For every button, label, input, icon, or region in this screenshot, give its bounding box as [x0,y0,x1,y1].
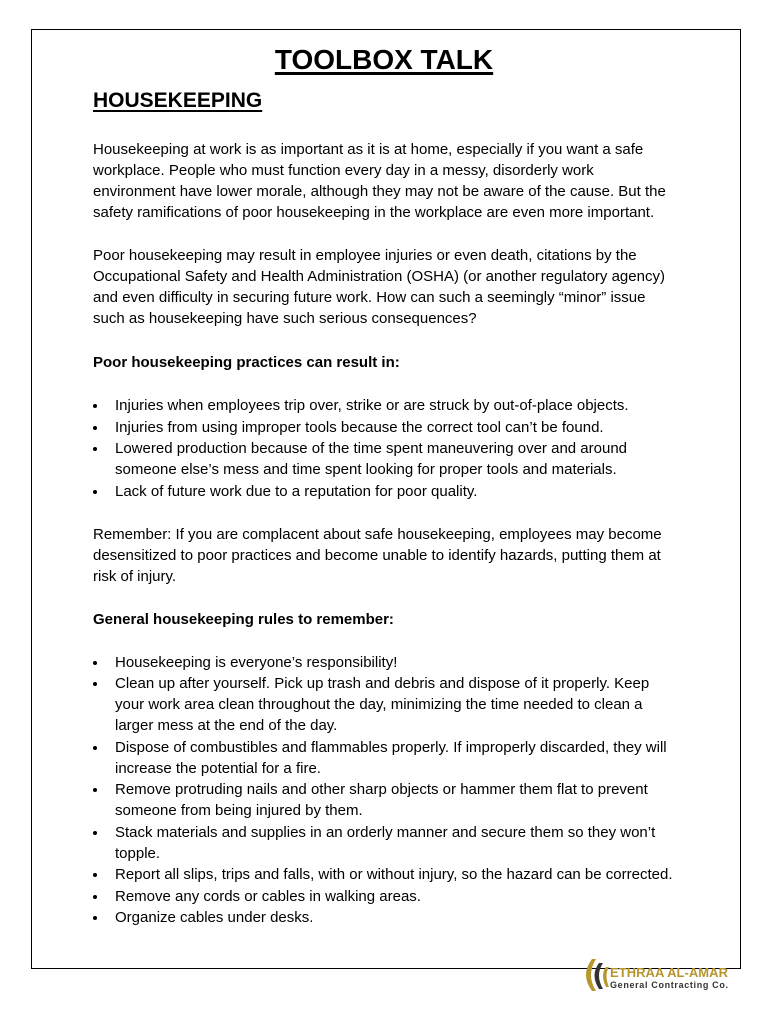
list-item: Lowered production because of the time spent maneuvering over and around someone else’s mess and time spent looking for proper tools and materials. [115,438,673,480]
logo-arc-icon [603,967,609,987]
list-item: Injuries when employees trip over, strike or are struck by out-of-place objects. [115,395,673,416]
list-item: Remove protruding nails and other sharp objects or hammer them flat to prevent someone from being injured by them. [115,779,673,821]
list-item: Dispose of combustibles and flammables properly. If improperly discarded, they will increase the potential for a fire. [115,737,673,779]
practices-list [93,395,673,502]
logo-tagline: General Contracting Co. [610,980,728,990]
logo-name: ETHRAA AL-AMAR [610,965,728,980]
intro-paragraph: Housekeeping at work is as important as it is at home, especially if you want a safe workplace. People who must function every day in a messy, disorderly work environment have lower morale, although they may not be aware of the cause. But the safety ramifications of poor housekeeping in the workplace are even more important. [93,141,666,221]
logo-arc-icon [595,963,604,989]
list-item: Injuries from using improper tools because the correct tool can’t be found. [115,417,673,438]
list-item: Organize cables under desks. [115,907,673,928]
list-item: Housekeeping is everyone’s responsibility! [115,652,673,673]
practices-heading: Poor housekeeping practices can result in: [93,354,400,371]
company-logo [578,955,738,995]
document-title: TOOLBOX TALK [274,44,494,75]
list-item: Remove any cords or cables in walking areas. [115,886,673,907]
list-item: Report all slips, trips and falls, with or without injury, so the hazard can be corrected. [115,866,673,883]
list-item: Lack of future work due to a reputation for poor quality. [115,481,673,502]
list-item: Stack materials and supplies in an orderly manner and secure them so they won’t topple. [115,822,673,864]
document-body [93,88,673,950]
logo-arc-icon [586,959,596,991]
consequences-paragraph: Poor housekeeping may result in employee injuries or even death, citations by the Occupational Safety and Health Administration (OSHA) (or another regulatory agency) and even difficulty in securing future work. How can such a seemingly “minor” issue such as housekeeping have such serious consequences? [93,247,665,327]
remember-paragraph: Remember: If you are complacent about safe housekeeping, employees may become desensitized to poor practices and become unable to identify hazards, putting them at risk of injury. [93,525,662,585]
rules-list [93,652,673,929]
section-heading: HOUSEKEEPING [93,89,263,112]
rules-heading: General housekeeping rules to remember: [93,610,394,628]
list-item: Clean up after yourself. Pick up trash and debris and dispose of it properly. Keep your work area clean throughout the day, minimizing the time needed to clean a larger mess at the end of the day. [115,673,673,736]
